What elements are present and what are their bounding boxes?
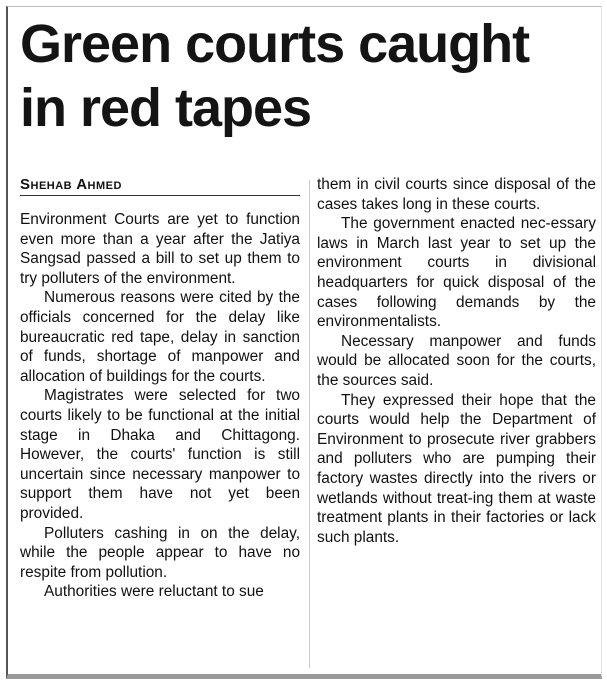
paragraph: Necessary manpower and funds would be allocated soon for the courts, the sources said.	[317, 332, 596, 389]
byline: Shehab Ahmed	[20, 176, 300, 196]
paragraph: The government enacted nec-essary laws in March last year to set up the environment courts in divisional headquarters for quick disposal of the cases following demands by the environmentalists.	[317, 215, 596, 331]
paragraph: Authorities were reluctant to sue	[44, 583, 264, 601]
paragraph: Magistrates were selected for two courts likely to be functional at the initial stage in Dhaka and Chittagong. However, the courts' function is still uncertain since necessary manpower to support them have not yet been provided.	[20, 387, 300, 522]
article-column-1	[20, 210, 300, 602]
paragraph: Environment Courts are yet to function even more than a year after the Jatiya Sangsad passed a bill to set up them to try polluters of the environment.	[20, 211, 300, 287]
headline	[20, 12, 600, 140]
headline-line-2: in red tapes	[20, 78, 312, 138]
article-column-2	[317, 175, 596, 547]
paragraph: They expressed their hope that the courts would help the Department of Environment to prosecute river grabbers and polluters who are pumping their factory wastes directly into the rivers or wetlands without treat-ing them at waste treatment plants in their factories or lack such plants.	[317, 391, 596, 546]
headline-line-1: Green courts caught	[20, 14, 530, 74]
paragraph: Polluters cashing in on the delay, while the people appear to have no respite from pollution.	[20, 524, 300, 581]
paragraph: them in civil courts since disposal of the cases takes long in these courts.	[317, 176, 596, 213]
column-divider	[309, 180, 310, 668]
paragraph: Numerous reasons were cited by the officials concerned for the delay like bureaucratic red tape, delay in sanction of funds, shortage of manpower and allocation of buildings for the courts.	[20, 289, 300, 385]
